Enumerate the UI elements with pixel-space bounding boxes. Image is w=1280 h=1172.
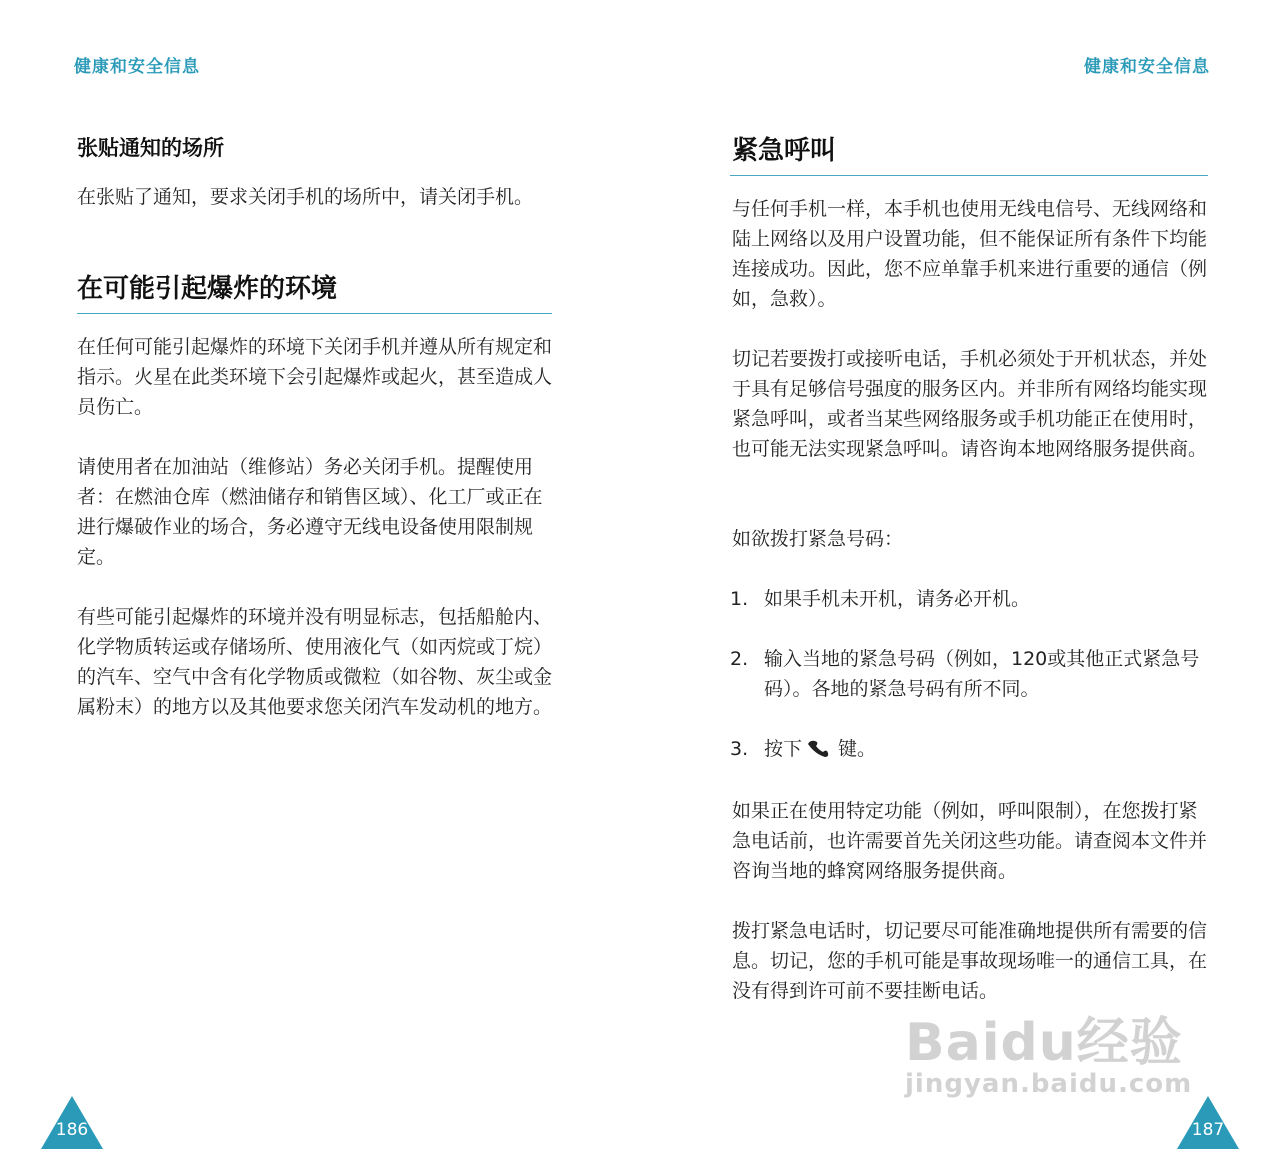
baidu-watermark: [905, 1000, 1192, 1099]
page-number: 187: [1191, 1120, 1225, 1140]
paragraph: 切记若要拨打或接听电话，手机必须处于开机状态，并处于具有足够信号强度的服务区内。并非所有网络均能实现紧急呼叫，或者当某些网络服务或手机功能正在使用时，也可能无法实现紧急呼叫。请咨询本地网络服务提供商。: [732, 348, 1208, 460]
list-text-before: 按下: [764, 738, 803, 760]
right-page: [640, 0, 1280, 1172]
paragraph: 请使用者在加油站（维修站）务必关闭手机。提醒使用者：在燃油仓库（燃油储存和销售区域）、化工厂或正在进行爆破作业的场合，务必遵守无线电设备使用限制规定。: [77, 456, 543, 568]
list-text: 如果手机未开机，请务必开机。: [764, 588, 1031, 610]
phone-send-icon: [806, 738, 834, 758]
list-text-after: 键。: [838, 738, 877, 760]
paragraph: 如欲拨打紧急号码：: [732, 528, 904, 550]
section-heading: 紧急呼叫: [730, 130, 1208, 176]
list-number: 3.: [730, 738, 749, 760]
page-number-badge: [40, 1094, 104, 1150]
paragraph: 与任何手机一样，本手机也使用无线电信号、无线网络和陆上网络以及用户设置功能，但不能保证所有条件下均能连接成功。因此，您不应单靠手机来进行重要的通信（例如，急救）。: [732, 198, 1208, 310]
page-number: 186: [55, 1120, 89, 1140]
paragraph: 有些可能引起爆炸的环境并没有明显标志，包括船舱内、化学物质转运或存储场所、使用液化气（如丙烷或丁烷）的汽车、空气中含有化学物质或微粒（如谷物、灰尘或金属粉末）的地方以及其他要求您关闭汽车发动机的地方。: [77, 606, 553, 718]
list-text: [764, 734, 1210, 764]
running-head: 健康和安全信息: [1084, 57, 1210, 77]
paragraph: 如果正在使用特定功能（例如，呼叫限制），在您拨打紧急电话前，也许需要首先关闭这些功能。请查阅本文件并咨询当地的蜂窝网络服务提供商。: [732, 800, 1208, 882]
list-item: [730, 644, 1210, 704]
list-number: 1.: [730, 588, 749, 610]
sub-heading: 张贴通知的场所: [77, 136, 224, 160]
list-item: [730, 734, 1210, 764]
running-head: 健康和安全信息: [74, 57, 200, 77]
list-number: 2.: [730, 648, 749, 670]
section-heading: 在可能引起爆炸的环境: [77, 268, 552, 314]
list-item: [730, 584, 1210, 614]
list-text: 输入当地的紧急号码（例如，120或其他正式紧急号码）。各地的紧急号码有所不同。: [764, 648, 1200, 700]
paragraph: 拨打紧急电话时，切记要尽可能准确地提供所有需要的信息。切记，您的手机可能是事故现场唯一的通信工具，在没有得到许可前不要挂断电话。: [732, 920, 1208, 1002]
paragraph: 在任何可能引起爆炸的环境下关闭手机并遵从所有规定和指示。火星在此类环境下会引起爆炸或起火，甚至造成人员伤亡。: [77, 336, 553, 418]
watermark-main: Baidu经验: [905, 1013, 1183, 1073]
sub-paragraph: 在张贴了通知，要求关闭手机的场所中，请关闭手机。: [77, 186, 534, 208]
watermark-url: jingyan.baidu.com: [905, 1069, 1193, 1099]
page-number-badge: [1176, 1094, 1240, 1150]
